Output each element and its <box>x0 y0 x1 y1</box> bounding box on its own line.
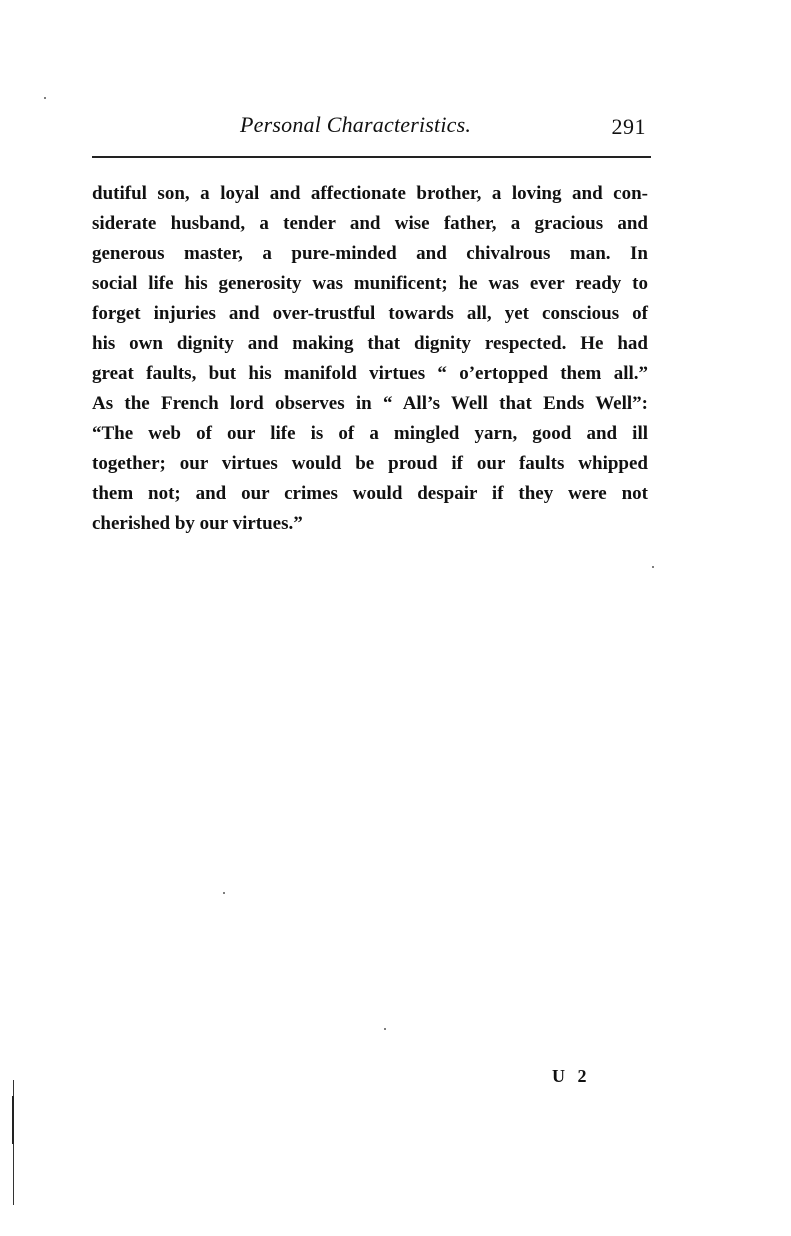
text-line: As the French lord observes in “ All’s Well that Ends Well”: <box>92 393 648 414</box>
scan-margin-line <box>12 1096 14 1144</box>
text-line: generous master, a pure-minded and chivalrous man. In <box>92 243 648 264</box>
signature-mark: U 2 <box>552 1066 591 1086</box>
scan-speck <box>652 566 654 568</box>
running-title: Personal Characteristics. <box>240 112 472 137</box>
body-paragraph <box>92 179 648 539</box>
text-line: social life his generosity was munificent; he was ever ready to <box>92 273 648 294</box>
text-line: “The web of our life is of a mingled yarn, good and ill <box>92 423 648 444</box>
scan-speck <box>44 97 46 99</box>
text-line: great faults, but his manifold virtues “ o’ertopped them all.” <box>92 363 648 384</box>
page-number: 291 <box>611 114 646 139</box>
text-line: together; our virtues would be proud if our faults whipped <box>92 453 648 474</box>
text-line: his own dignity and making that dignity respected. He had <box>92 333 648 354</box>
text-line: them not; and our crimes would despair if they were not <box>92 483 648 504</box>
scan-speck <box>223 892 225 894</box>
scan-speck <box>384 1028 386 1030</box>
text-line: dutiful son, a loyal and affectionate brother, a loving and con- <box>92 183 648 204</box>
text-line: cherished by our virtues.” <box>92 513 303 534</box>
text-line: forget injuries and over-trustful towards all, yet conscious of <box>92 303 648 324</box>
running-head <box>92 112 652 144</box>
text-line: siderate husband, a tender and wise father, a gracious and <box>92 213 648 234</box>
header-rule <box>92 156 651 158</box>
